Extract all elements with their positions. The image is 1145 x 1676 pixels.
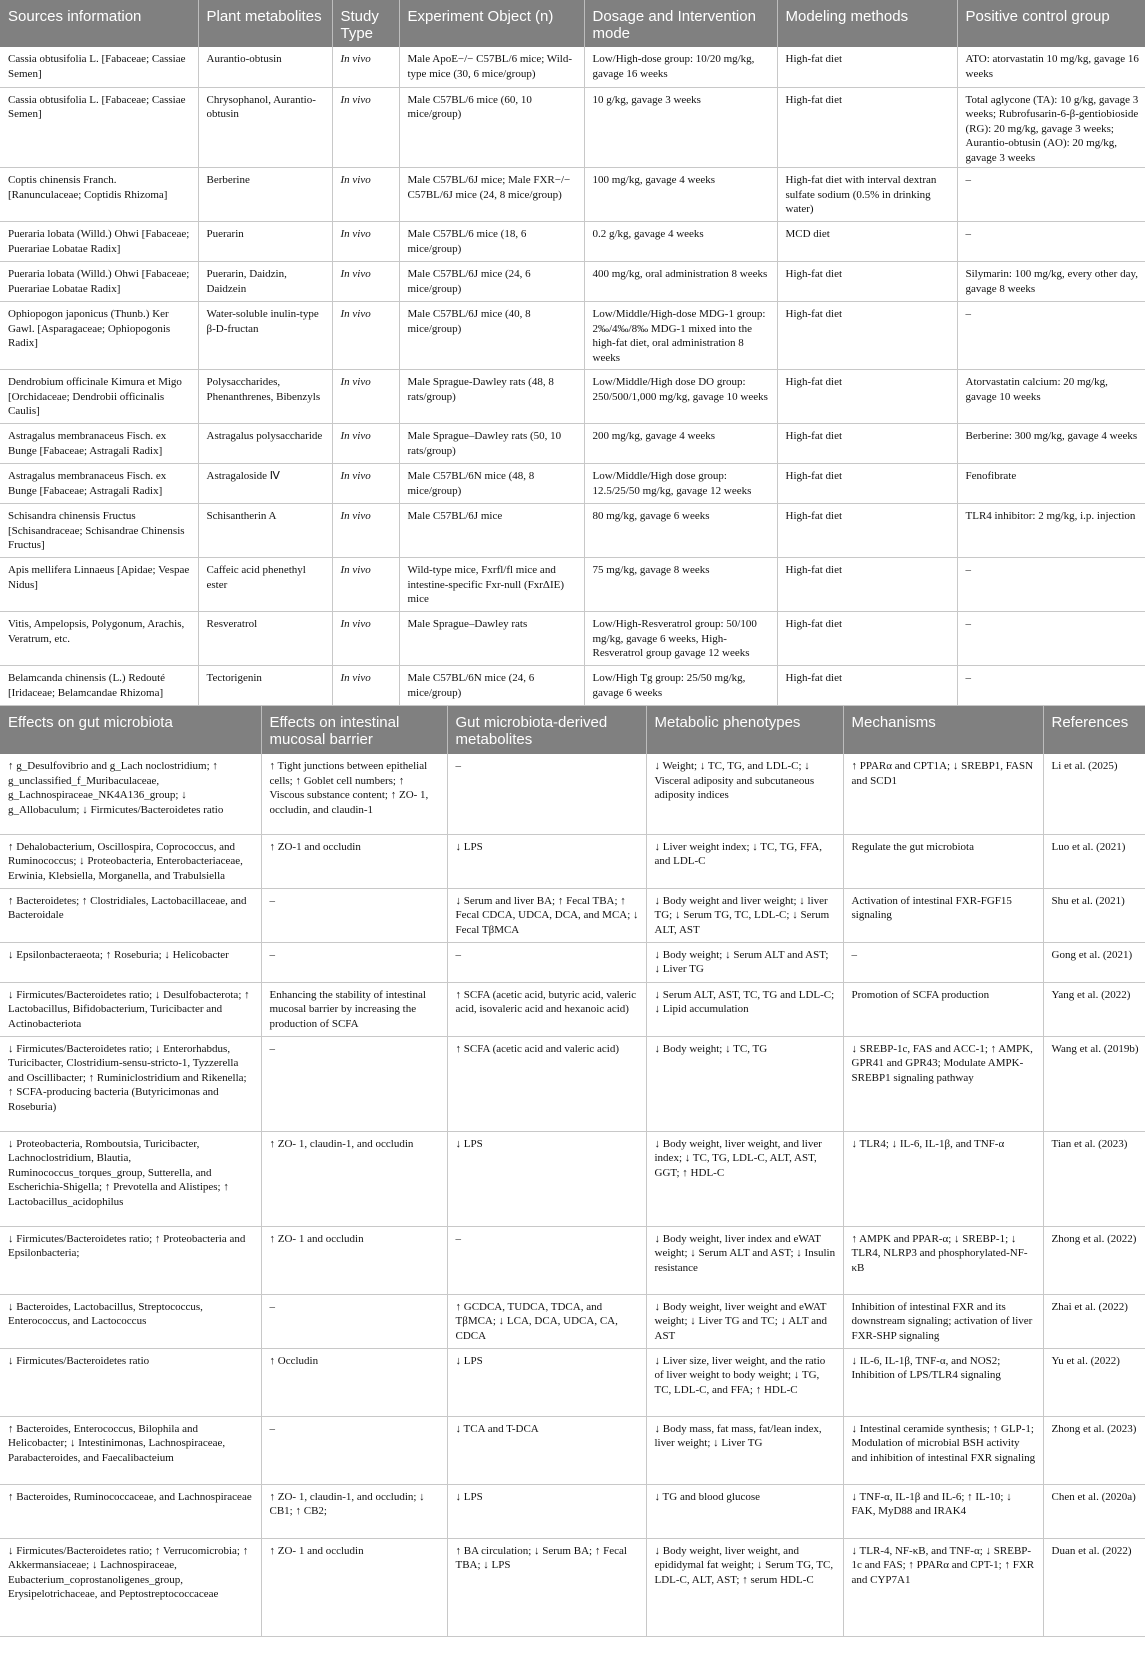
cell-microbiota: ↓ Epsilonbacteraeota; ↑ Roseburia; ↓ Helicobacter [0, 942, 261, 982]
cell-mucosal-barrier: Enhancing the stability of intestinal mucosal barrier by increasing the production of SCFA [261, 982, 447, 1036]
table-row [0, 262, 1145, 302]
cell-positive-control: – [957, 222, 1145, 262]
header-modeling-methods: Modeling methods [777, 0, 957, 47]
cell-study-type: In vivo [332, 222, 399, 262]
cell-dosage: Low/Middle/High-dose MDG-1 group: 2‰/4‰/8‰ MDG-1 mixed into the high-fat diet, oral administration 8 weeks [584, 302, 777, 370]
header-study-type: Study Type [332, 0, 399, 47]
table-row [0, 1131, 1145, 1226]
table-row [0, 222, 1145, 262]
table-row [0, 464, 1145, 504]
cell-derived-metabolites: ↑ SCFA (acetic acid, butyric acid, valeric acid, isovaleric acid and hexanoic acid) [447, 982, 646, 1036]
cell-metabolites: Puerarin, Daidzin, Daidzein [198, 262, 332, 302]
cell-metabolic-phenotypes: ↓ Serum ALT, AST, TC, TG and LDL-C; ↓ Lipid accumulation [646, 982, 843, 1036]
cell-metabolites: Berberine [198, 168, 332, 222]
cell-positive-control: – [957, 612, 1145, 666]
cell-positive-control: Atorvastatin calcium: 20 mg/kg, gavage 10 weeks [957, 370, 1145, 424]
header-derived-metabolites: Gut microbiota-derived metabolites [447, 706, 646, 754]
cell-references[interactable]: Yu et al. (2022) [1043, 1348, 1145, 1416]
cell-metabolites: Astragalus polysaccharide [198, 424, 332, 464]
cell-positive-control: TLR4 inhibitor: 2 mg/kg, i.p. injection [957, 504, 1145, 558]
cell-mucosal-barrier: ↑ ZO- 1, claudin-1, and occludin [261, 1131, 447, 1226]
cell-microbiota: ↑ g_Desulfovibrio and g_Lach nocl​ostridium; ↑ g_unclassified_f_Muribaculaceae, g_Lachnospiraceae_NK4A136_group; ↓ g_Allobaculum; ↓ Firmicutes/Bacteroidetes ratio [0, 754, 261, 834]
cell-positive-control: Fenofibrate [957, 464, 1145, 504]
cell-study-type: In vivo [332, 47, 399, 87]
cell-dosage: 200 mg/kg, gavage 4 weeks [584, 424, 777, 464]
cell-modeling: High-fat diet with interval dextran sulfate sodium (0.5% in drinking water) [777, 168, 957, 222]
cell-dosage: 80 mg/kg, gavage 6 weeks [584, 504, 777, 558]
cell-mucosal-barrier: – [261, 942, 447, 982]
cell-mucosal-barrier: ↑ ZO- 1, claudin-1, and occludin; ↓ CB1; ↑ CB2; [261, 1484, 447, 1538]
header-positive-control: Positive control group [957, 0, 1145, 47]
header-plant-metabolites: Plant metabolites [198, 0, 332, 47]
cell-sources: Ophiopogon japonicus (Thunb.) Ker Gawl. [Asparagaceae; Ophiopogonis Radix] [0, 302, 198, 370]
cell-microbiota: ↑ Dehalobacterium, Oscillospira, Coprococcus, and Ruminococcus; ↓ Proteobacteria, Enterobacteriaceae, Erwinia, Klebsiella, Morganella, and Trabulsiella [0, 834, 261, 888]
cell-dosage: Low/High-dose group: 10/20 mg/kg, gavage 16 weeks [584, 47, 777, 87]
cell-microbiota: ↓ Bacteroides, Lactobacillus, Streptococcus, Enterococcus, and Lactococcus [0, 1294, 261, 1348]
header-metabolic-phenotypes: Metabolic phenotypes [646, 706, 843, 754]
header-mucosal-barrier: Effects on intestinal mucosal barrier [261, 706, 447, 754]
cell-mechanisms: ↓ IL-6, IL-1β, TNF-α, and NOS2; Inhibition of LPS/TLR4 signaling [843, 1348, 1043, 1416]
cell-sources: Schisandra chinensis Fructus [Schisandraceae; Schisandrae Chinensis Fructus] [0, 504, 198, 558]
cell-mechanisms: ↑ AMPK and PPAR-α; ↓ SREBP-1; ↓ TLR4, NLRP3 and phosphorylated-NF-κB [843, 1226, 1043, 1294]
cell-derived-metabolites: ↓ LPS [447, 834, 646, 888]
cell-microbiota: ↓ Firmicutes/Bacteroidetes ratio; ↑ Proteobacteria and Epsilonbacteria; [0, 1226, 261, 1294]
table-row [0, 834, 1145, 888]
table-row [0, 504, 1145, 558]
cell-study-type: In vivo [332, 666, 399, 706]
cell-dosage: 0.2 g/kg, gavage 4 weeks [584, 222, 777, 262]
cell-mucosal-barrier: – [261, 1294, 447, 1348]
cell-experiment-object: Male Sprague-Dawley rats (48, 8 rats/group) [399, 370, 584, 424]
cell-modeling: High-fat diet [777, 504, 957, 558]
cell-mechanisms: ↓ TNF-α, IL-1β and IL-6; ↑ IL-10; ↓ FAK, MyD88 and IRAK4 [843, 1484, 1043, 1538]
table-plant-metabolites [0, 0, 1145, 706]
cell-sources: Dendrobium officinale Kimura et Migo [Orchidaceae; Dendrobii officinalis Caulis] [0, 370, 198, 424]
cell-metabolic-phenotypes: ↓ Body weight, liver weight, and epididymal fat weight; ↓ Serum TG, TC, LDL-C, ALT, AST; ↑ serum HDL-C [646, 1538, 843, 1636]
cell-derived-metabolites: – [447, 1226, 646, 1294]
cell-study-type: In vivo [332, 168, 399, 222]
cell-metabolic-phenotypes: ↓ Weight; ↓ TC, TG, and LDL-C; ↓ Visceral adiposity and subcutaneous adiposity indices [646, 754, 843, 834]
cell-mucosal-barrier: ↑ Tight junctions between epithelial cells; ↑ Goblet cell numbers; ↑ Viscous substance content; ↑ ZO- 1, occludin, and claudin-1 [261, 754, 447, 834]
cell-metabolites: Polysaccharides, Phenanthrenes, Bibenzyls [198, 370, 332, 424]
cell-microbiota: ↓ Firmicutes/Bacteroidetes ratio; ↓ Desulfobacterota; ↑ Lactobacillus, Bifidobacterium, Turicibacter and Actinobacteriota [0, 982, 261, 1036]
cell-microbiota: ↓ Proteobacteria, Romboutsia, Turicibacter, Lachnoclostridium, Blautia, Ruminococcus_torques_group, Sutterella, and Escherichia-Shigella; ↑ Prevotella and Alistipes; ↑ Lactobacillus_acidophilus [0, 1131, 261, 1226]
cell-mechanisms: Regulate the gut microbiota [843, 834, 1043, 888]
cell-references[interactable]: Gong et al. (2021) [1043, 942, 1145, 982]
cell-positive-control: – [957, 666, 1145, 706]
cell-study-type: In vivo [332, 87, 399, 168]
cell-experiment-object: Male C57BL/6 mice (18, 6 mice/group) [399, 222, 584, 262]
cell-metabolites: Puerarin [198, 222, 332, 262]
table-row [0, 424, 1145, 464]
cell-references[interactable]: Tian et al. (2023) [1043, 1131, 1145, 1226]
cell-sources: Belamcanda chinensis (L.) Redouté [Iridaceae; Belamcandae Rhizoma] [0, 666, 198, 706]
cell-sources: Pueraria lobata (Willd.) Ohwi [Fabaceae; Puerariae Lobatae Radix] [0, 262, 198, 302]
cell-modeling: High-fat diet [777, 666, 957, 706]
cell-microbiota: ↑ Bacteroides, Enterococcus, Bilophila and Helicobacter; ↓ Intestinimonas, Lachnospiraceae, Parabacteroides, and Faecalibacteium [0, 1416, 261, 1484]
cell-sources: Apis mellifera Linnaeus [Apidae; Vespae Nidus] [0, 558, 198, 612]
cell-experiment-object: Wild-type mice, Fxrfl/fl mice and intestine-specific Fxr-null (FxrΔIE) mice [399, 558, 584, 612]
cell-mucosal-barrier: ↑ ZO- 1 and occludin [261, 1538, 447, 1636]
table-row [0, 1484, 1145, 1538]
cell-mechanisms: Activation of intestinal FXR-FGF15 signaling [843, 888, 1043, 942]
cell-metabolic-phenotypes: ↓ Body weight, liver index and eWAT weight; ↓ Serum ALT and AST; ↓ Insulin resistance [646, 1226, 843, 1294]
cell-references[interactable]: Duan et al. (2022) [1043, 1538, 1145, 1636]
cell-modeling: High-fat diet [777, 370, 957, 424]
table-row [0, 888, 1145, 942]
table-row [0, 754, 1145, 834]
cell-derived-metabolites: ↓ TCA and T-DCA [447, 1416, 646, 1484]
header-sources-information: Sources information [0, 0, 198, 47]
cell-study-type: In vivo [332, 370, 399, 424]
cell-metabolic-phenotypes: ↓ TG and blood glucose [646, 1484, 843, 1538]
cell-derived-metabolites: – [447, 754, 646, 834]
cell-experiment-object: Male C57BL/6N mice (48, 8 mice/group) [399, 464, 584, 504]
cell-metabolic-phenotypes: ↓ Liver weight index; ↓ TC, TG, FFA, and LDL-C [646, 834, 843, 888]
cell-positive-control: Berberine: 300 mg/kg, gavage 4 weeks [957, 424, 1145, 464]
cell-experiment-object: Male Sprague–Dawley rats [399, 612, 584, 666]
cell-experiment-object: Male C57BL/6J mice (24, 6 mice/group) [399, 262, 584, 302]
cell-references[interactable]: Luo et al. (2021) [1043, 834, 1145, 888]
cell-mechanisms: Promotion of SCFA production [843, 982, 1043, 1036]
cell-experiment-object: Male C57BL/6J mice; Male FXR−/− C57BL/6J mice (24, 8 mice/group) [399, 168, 584, 222]
cell-sources: Cassia obtusifolia L. [Fabaceae; Cassiae Semen] [0, 47, 198, 87]
cell-sources: Astragalus membranaceus Fisch. ex Bunge [Fabaceae; Astragali Radix] [0, 424, 198, 464]
header-references: References [1043, 706, 1145, 754]
cell-modeling: High-fat diet [777, 262, 957, 302]
table-header-row [0, 0, 1145, 47]
cell-sources: Astragalus membranaceus Fisch. ex Bunge [Fabaceae; Astragali Radix] [0, 464, 198, 504]
cell-metabolic-phenotypes: ↓ Body weight and liver weight; ↓ liver TG; ↓ Serum TG, TC, LDL-C; ↓ Serum ALT, AST [646, 888, 843, 942]
cell-dosage: Low/High Tg group: 25/50 mg/kg, gavage 6 weeks [584, 666, 777, 706]
cell-positive-control: Silymarin: 100 mg/kg, every other day, gavage 8 weeks [957, 262, 1145, 302]
cell-modeling: High-fat diet [777, 612, 957, 666]
cell-derived-metabolites: ↑ SCFA (acetic acid and valeric acid) [447, 1036, 646, 1131]
cell-modeling: High-fat diet [777, 464, 957, 504]
table-row [0, 666, 1145, 706]
cell-metabolites: Tectorigenin [198, 666, 332, 706]
cell-metabolic-phenotypes: ↓ Body weight; ↓ TC, TG [646, 1036, 843, 1131]
cell-mechanisms: ↑ PPARα and CPT1A; ↓ SREBP1, FASN and SCD1 [843, 754, 1043, 834]
cell-dosage: 10 g/kg, gavage 3 weeks [584, 87, 777, 168]
cell-mucosal-barrier: ↑ ZO-1 and occludin [261, 834, 447, 888]
table-row [0, 370, 1145, 424]
cell-dosage: Low/Middle/High dose group: 12.5/25/50 mg/kg, gavage 12 weeks [584, 464, 777, 504]
table-header-row [0, 706, 1145, 754]
cell-positive-control: ATO: atorvastatin 10 mg/kg, gavage 16 weeks [957, 47, 1145, 87]
cell-mechanisms: ↓ TLR4; ↓ IL-6, IL-1β, and TNF-α [843, 1131, 1043, 1226]
cell-microbiota: ↓ Firmicutes/Bacteroidetes ratio [0, 1348, 261, 1416]
cell-references[interactable]: Zhong et al. (2023) [1043, 1416, 1145, 1484]
cell-study-type: In vivo [332, 504, 399, 558]
cell-metabolites: Chrysophanol, Aurantio-obtusin [198, 87, 332, 168]
table-row [0, 982, 1145, 1036]
cell-metabolic-phenotypes: ↓ Body weight; ↓ Serum ALT and AST; ↓ Liver TG [646, 942, 843, 982]
cell-positive-control: – [957, 302, 1145, 370]
cell-mucosal-barrier: ↑ ZO- 1 and occludin [261, 1226, 447, 1294]
cell-mechanisms: Inhibition of intestinal FXR and its downstream signaling; activation of liver FXR-SHP signaling [843, 1294, 1043, 1348]
cell-mechanisms: – [843, 942, 1043, 982]
cell-metabolites: Resveratrol [198, 612, 332, 666]
cell-references[interactable]: Yang et al. (2022) [1043, 982, 1145, 1036]
cell-microbiota: ↑ Bacteroidetes; ↑ Clostridiales, Lactobacillaceae, and Bacteroidale [0, 888, 261, 942]
cell-study-type: In vivo [332, 302, 399, 370]
table-row [0, 1538, 1145, 1636]
cell-experiment-object: Male Sprague–Dawley rats (50, 10 rats/group) [399, 424, 584, 464]
cell-dosage: Low/High-Resveratrol group: 50/100 mg/kg, gavage 6 weeks, High-Resveratrol group gavage 12 weeks [584, 612, 777, 666]
header-mechanisms: Mechanisms [843, 706, 1043, 754]
table-row [0, 168, 1145, 222]
table-row [0, 612, 1145, 666]
cell-derived-metabolites: ↓ LPS [447, 1484, 646, 1538]
cell-modeling: MCD diet [777, 222, 957, 262]
table-row [0, 1226, 1145, 1294]
cell-mechanisms: ↓ Intestinal ceramide synthesis; ↑ GLP-1; Modulation of microbial BSH activity and inhibition of intestinal FXR signaling [843, 1416, 1043, 1484]
cell-metabolites: Aurantio-obtusin [198, 47, 332, 87]
cell-sources: Pueraria lobata (Willd.) Ohwi [Fabaceae; Puerariae Lobatae Radix] [0, 222, 198, 262]
cell-microbiota: ↓ Firmicutes/Bacteroidetes ratio; ↑ Verrucomicrobia; ↑ Akkermansiaceae; ↓ Lachnospiraceae, Eubacterium_coprostanoligenes_group, Erysipelotrichaceae, and Peptostreptococcaceae [0, 1538, 261, 1636]
cell-references[interactable]: Shu et al. (2021) [1043, 888, 1145, 942]
cell-experiment-object: Male C57BL/6N mice (24, 6 mice/group) [399, 666, 584, 706]
table-row [0, 1294, 1145, 1348]
cell-experiment-object: Male C57BL/6 mice (60, 10 mice/group) [399, 87, 584, 168]
cell-microbiota: ↓ Firmicutes/Bacteroidetes ratio; ↓ Enterorhabdus, Turicibacter, Clostridium-sensu-stricto-1, Tyzzerella and Oscillibacter; ↑ Ruminiclostridium and Rikenella; ↑ SCFA-producing bacteria (Butyricimonas and Roseburia) [0, 1036, 261, 1131]
cell-modeling: High-fat diet [777, 302, 957, 370]
cell-modeling: High-fat diet [777, 558, 957, 612]
cell-derived-metabolites: – [447, 942, 646, 982]
cell-modeling: High-fat diet [777, 47, 957, 87]
table-row [0, 1348, 1145, 1416]
cell-references[interactable]: Li et al. (2025) [1043, 754, 1145, 834]
table-row [0, 942, 1145, 982]
header-experiment-object: Experiment Object (n) [399, 0, 584, 47]
cell-study-type: In vivo [332, 612, 399, 666]
cell-references[interactable]: Wang et al. (2019b) [1043, 1036, 1145, 1131]
cell-dosage: 400 mg/kg, oral administration 8 weeks [584, 262, 777, 302]
cell-metabolites: Schisantherin A [198, 504, 332, 558]
cell-metabolic-phenotypes: ↓ Liver size, liver weight, and the ratio of liver weight to body weight; ↓ TG, TC, LDL-C, and FFA; ↑ HDL-C [646, 1348, 843, 1416]
cell-references[interactable]: Zhong et al. (2022) [1043, 1226, 1145, 1294]
cell-dosage: 75 mg/kg, gavage 8 weeks [584, 558, 777, 612]
cell-mucosal-barrier: ↑ Occludin [261, 1348, 447, 1416]
cell-sources: Coptis chinensis Franch. [Ranunculaceae; Coptidis Rhizoma] [0, 168, 198, 222]
cell-sources: Vitis, Ampelopsis, Polygonum, Arachis, Veratrum, etc. [0, 612, 198, 666]
cell-derived-metabolites: ↑ BA circulation; ↓ Serum BA; ↑ Fecal TBA; ↓ LPS [447, 1538, 646, 1636]
table-row [0, 1036, 1145, 1131]
table-row [0, 302, 1145, 370]
cell-study-type: In vivo [332, 464, 399, 504]
cell-experiment-object: Male C57BL/6J mice [399, 504, 584, 558]
cell-mechanisms: ↓ TLR-4, NF-κB, and TNF-α; ↓ SREBP-1c and FAS; ↑ PPARα and CPT-1; ↑ FXR and CYP7A1 [843, 1538, 1043, 1636]
cell-sources: Cassia obtusifolia L. [Fabaceae; Cassiae Semen] [0, 87, 198, 168]
cell-derived-metabolites: ↓ LPS [447, 1131, 646, 1226]
cell-metabolites: Astragaloside Ⅳ [198, 464, 332, 504]
table-row [0, 1416, 1145, 1484]
cell-references[interactable]: Zhai et al. (2022) [1043, 1294, 1145, 1348]
cell-study-type: In vivo [332, 424, 399, 464]
cell-mucosal-barrier: – [261, 1036, 447, 1131]
cell-derived-metabolites: ↓ Serum and liver BA; ↑ Fecal TBA; ↑ Fecal CDCA, UDCA, DCA, and MCA; ↓ Fecal TβMCA [447, 888, 646, 942]
cell-metabolic-phenotypes: ↓ Body mass, fat mass, fat/lean index, liver weight; ↓ Liver TG [646, 1416, 843, 1484]
cell-positive-control: – [957, 168, 1145, 222]
cell-modeling: High-fat diet [777, 87, 957, 168]
cell-metabolic-phenotypes: ↓ Body weight, liver weight and eWAT weight; ↓ Liver TG and TC; ↓ ALT and AST [646, 1294, 843, 1348]
cell-derived-metabolites: ↓ LPS [447, 1348, 646, 1416]
cell-dosage: 100 mg/kg, gavage 4 weeks [584, 168, 777, 222]
cell-modeling: High-fat diet [777, 424, 957, 464]
cell-microbiota: ↑ Bacteroides, Ruminococcaceae, and Lachnospiraceae [0, 1484, 261, 1538]
cell-metabolic-phenotypes: ↓ Body weight, liver weight, and liver index; ↓ TC, TG, LDL-C, ALT, AST, GGT; ↑ HDL-C [646, 1131, 843, 1226]
cell-experiment-object: Male C57BL/6J mice (40, 8 mice/group) [399, 302, 584, 370]
cell-experiment-object: Male ApoE−/− C57BL/6 mice; Wild-type mice (30, 6 mice/group) [399, 47, 584, 87]
cell-mucosal-barrier: – [261, 1416, 447, 1484]
cell-study-type: In vivo [332, 262, 399, 302]
cell-mucosal-barrier: – [261, 888, 447, 942]
header-dosage-intervention: Dosage and Intervention mode [584, 0, 777, 47]
table-row [0, 47, 1145, 87]
cell-references[interactable]: Chen et al. (2020a) [1043, 1484, 1145, 1538]
table-row [0, 558, 1145, 612]
header-gut-microbiota: Effects on gut microbiota [0, 706, 261, 754]
cell-metabolites: Water-soluble inulin-type β-D-fructan [198, 302, 332, 370]
cell-dosage: Low/Middle/High dose DO group: 250/500/1,000 mg/kg, gavage 10 weeks [584, 370, 777, 424]
cell-derived-metabolites: ↑ GCDCA, TUDCA, TDCA, and TβMCA; ↓ LCA, DCA, UDCA, CA, CDCA [447, 1294, 646, 1348]
table-gut-microbiota-effects [0, 706, 1145, 1637]
cell-metabolites: Caffeic acid phenethyl ester [198, 558, 332, 612]
cell-positive-control: Total aglycone (TA): 10 g/kg, gavage 3 weeks; Rubrofusarin-6-β-gentiobioside (RG): 20 mg/kg, gavage 3 weeks; Aurantio-obtusin (AO): 20 mg/kg, gavage 3 weeks [957, 87, 1145, 168]
cell-positive-control: – [957, 558, 1145, 612]
cell-mechanisms: ↓ SREBP-1c, FAS and ACC-1; ↑ AMPK, GPR41 and GPR43; Modulate AMPK-SREBP1 signaling pathway [843, 1036, 1043, 1131]
cell-study-type: In vivo [332, 558, 399, 612]
table-row [0, 87, 1145, 168]
